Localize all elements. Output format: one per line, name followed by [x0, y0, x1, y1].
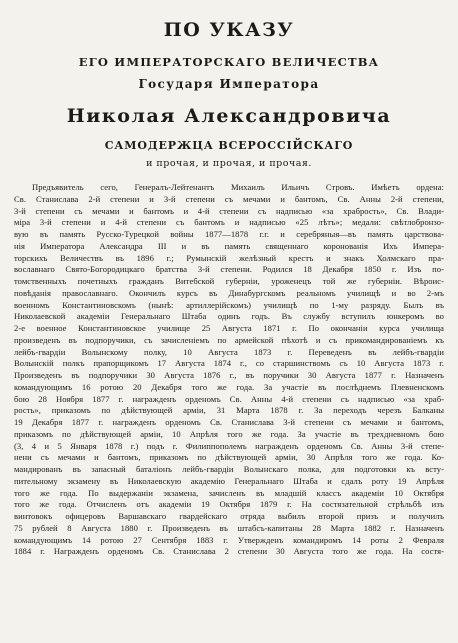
text-line: винтовокъ офицеровъ Варшавскаго гвардейскаго отряда выбилъ второй призъ и получилъ: [14, 511, 444, 521]
text-line: командующимъ 14 ротою 27 Сентября 1883 г. Утвержденъ командиромъ 14 роты 2 Февраля: [14, 534, 444, 545]
text-line: нія Императора Александра III и въ память священнаго коронованія Ихъ Импера-: [14, 240, 444, 251]
text-line: бою 28 Ноября 1877 г. награжденъ орденомъ Св. Анны 4-й степени съ надписью «за храб-: [14, 393, 444, 404]
decree-title: ПО УКАЗУ: [163, 19, 295, 41]
text-line: рость», приказомъ по дѣйствующей арміи, 31 Марта 1878 г. За переходъ черезъ Балканы: [14, 405, 444, 416]
text-line: мандированъ въ запасный баталіонъ лейбъ-гвардіи Волынскаго полка, для подготовки къ всту-: [14, 464, 444, 474]
autocrat-line: САМОДЕРЖЦА ВСЕРОССІЙСКАГО: [104, 139, 354, 152]
text-line: военномъ Константиновскомъ (нынѣ: артиллерійскомъ) училищѣ по 1-му разряду. Былъ въ: [14, 299, 444, 310]
text-line: повѣданія православнаго. Окончилъ курсъ въ Динабургскомъ реальномъ училищѣ и во 2-мъ: [14, 287, 444, 298]
text-line: произведенъ въ подпоручики, съ зачисленіемъ по армейской пѣхотѣ и съ прикомандированіемъ къ: [14, 334, 444, 345]
text-line: вославнаго Свято-Богородицкаго братства 3-й степени. Родился 18 Декабря 1850 г. Изъ по-: [14, 264, 444, 275]
text-line: Св. Станислава 2-й степени и 3-й степени съ мечами и бантомъ, Св. Анны 2-й степени,: [14, 193, 444, 204]
text-line: Произведенъ въ подпоручики 30 Августа 1876 г., въ поручики 30 Августа 1877 г. Назначенъ: [14, 370, 444, 380]
text-line: вую въ память Русско-Турецкой войны 1877—1878 г.г. и серебряныя—въ память царствова-: [14, 229, 444, 239]
text-line: 19 Декабря 1877 г. награжденъ орденомъ Св. Станислава 3-й степени съ мечами и бантомъ,: [14, 417, 444, 427]
text-line: 1884 г. Награжденъ орденомъ Св. Станислава 2 степени 30 Августа того же года. На состя-: [14, 546, 444, 557]
text-line: 75 рублей 8 Августа 1880 г. Произведенъ въ штабсъ-капитаны 28 Марта 1882 г. Назначенъ: [14, 522, 444, 533]
text-line: Предъявитель сего, Генералъ-Лейтенантъ Михаилъ Ильичъ Стровъ. Имѣетъ ордена:: [32, 182, 444, 192]
text-line: Волынскій полкъ прапорщикомъ 17 Августа 1874 г., со старшинствомъ съ 10 Августа 1873 г.: [14, 358, 444, 369]
text-line: 3-й степени съ мечами и бантомъ и 4-й степени съ надписью «за храбрость», Св. Влади-: [14, 205, 444, 216]
etc-line: и прочая, и прочая, и прочая.: [146, 158, 312, 169]
text-line: пительному экзамену въ Николаевскую академію Генеральнаго Штаба и сдалъ роту 19 Апрѣля: [14, 475, 444, 486]
text-line: приказомъ по дѣйствующей арміи, 10 Апрѣля того же года. За участіе въ трехдневномъ бою: [14, 428, 444, 439]
text-line: того же года. Отчисленъ отъ академіи 19 Октября 1879 г. На состязательной стрѣльбѣ изъ: [14, 499, 444, 510]
text-line: Николаевской академіи Генеральнаго Штаба одинъ годъ. Въ службу вступилъ юнкеромъ во: [14, 311, 444, 322]
text-line: 2-е военное Константиновское училище 25 Августа 1871 г. По окончаніи курса училища: [14, 323, 444, 333]
service-record-text: [14, 182, 444, 558]
text-line: міра 3-й степени и 4-й степени съ бантомъ и надписью «25 лѣтъ»; медали: свѣтлобронзо-: [14, 217, 444, 228]
majesty-line: ЕГО ИМПЕРАТОРСКАГО ВЕЛИЧЕСТВА: [78, 55, 380, 69]
text-line: нени съ мечами и бантомъ, приказомъ по дѣйствующей арміи, 30 Апрѣля того же года. Ко-: [14, 452, 444, 463]
emperor-name: Николая Александровича: [66, 105, 392, 127]
text-line: того же года. По выдержаніи экзамена, зачисленъ въ младшій классъ академіи 10 Октября: [14, 487, 444, 498]
text-line: торскихъ Величествъ въ 1896 г.; Румынскій желѣзный крестъ и знакъ Холмскаго пра-: [14, 252, 444, 263]
text-line: лейбъ-гвардіи Волынскому полку, 10 Августа 1873 г. Переведенъ въ лейбъ-гвардіи: [14, 346, 444, 357]
sovereign-line: Государя Императора: [138, 77, 320, 91]
text-line: командующимъ 16 ротою 20 Декабря того же года. За участіе въ послѣднемъ Плевненскомъ: [14, 381, 444, 392]
text-line: томственныхъ почетныхъ гражданъ Витебской губерніи, уроженецъ той же губерніи. Вѣроис-: [14, 276, 444, 286]
text-line: (3, 4 и 5 Января 1878 г.) подъ г. Филиппополемъ награжденъ орденомъ Св. Анны 3-й степе-: [14, 440, 444, 451]
